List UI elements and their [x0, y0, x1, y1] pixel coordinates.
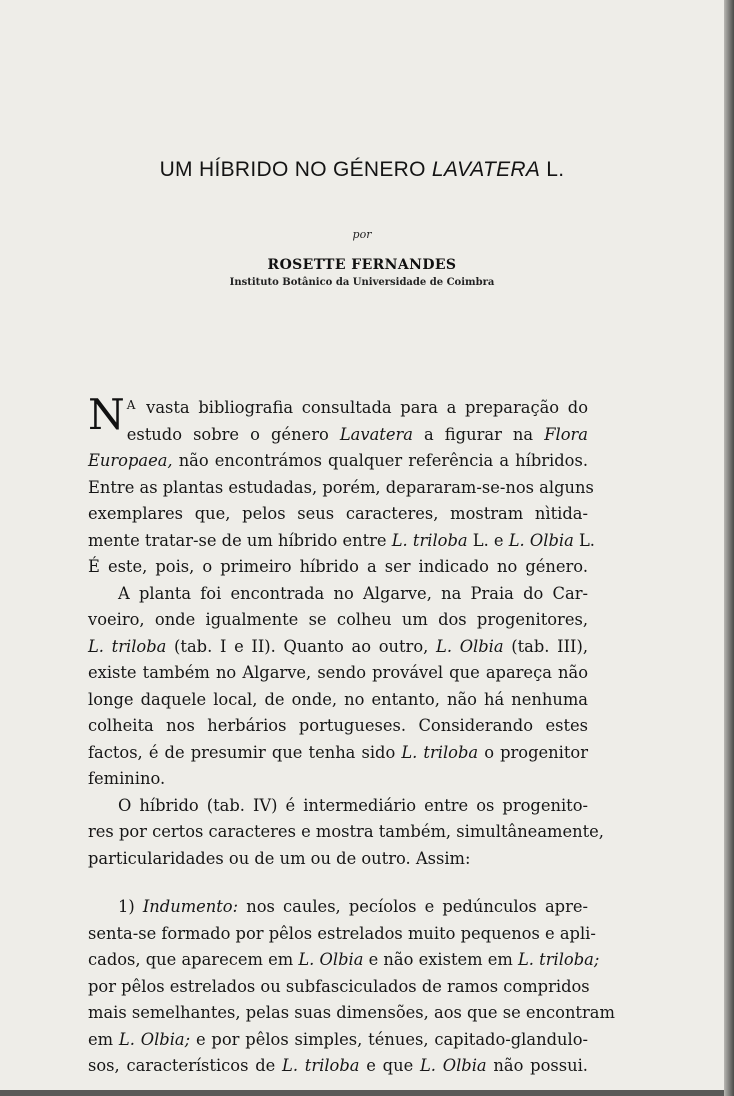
text-line: Entre as plantas estudadas, porém, depararam-se-nos alguns: [88, 477, 594, 497]
text-line: particularidades ou de um ou de outro. Assim:: [88, 848, 471, 868]
title-suffix: L.: [540, 158, 565, 181]
text-line: res por certos caracteres e mostra também, simultâneamente,: [88, 822, 604, 841]
text-line: por pêlos estrelados ou subfasciculados de ramos compridos: [88, 976, 590, 996]
author-name: ROSETTE FERNANDES: [267, 257, 457, 273]
paragraph-gap: [88, 872, 588, 894]
text-line: senta-se formado por pêlos estrelados muito pequenos e apli-: [88, 923, 596, 943]
page-edge-shadow: [724, 0, 734, 1096]
paragraph-1: [88, 390, 595, 581]
text-line: É este, pois, o primeiro híbrido a ser indicado no género.: [88, 557, 588, 576]
text-line: existe também no Algarve, sendo provável que apareça não: [88, 663, 588, 682]
text-line: sos, característicos de L. triloba e que L. Olbia não possui.: [88, 1056, 588, 1075]
text-line: $^A$ vasta bibliografia consultada para a preparação do: [126, 398, 588, 417]
text-line: voeiro, onde igualmente se colheu um dos progenitores,: [88, 610, 588, 629]
title-genus: LAVATERA: [431, 158, 541, 181]
small-cap: A: [126, 398, 136, 412]
text-line: colheita nos herbários portugueses. Considerando estes: [88, 716, 588, 735]
text-line: em L. Olbia; e por pêlos simples, ténues, capitado-glandulo-: [88, 1029, 588, 1049]
text-line: mente tratar-se de um híbrido entre L. triloba L. e L. Olbia L.: [88, 530, 595, 550]
text-line: A planta foi encontrada no Algarve, na Praia do Car-: [118, 583, 588, 603]
byline: por: [352, 228, 372, 241]
author-affiliation: Instituto Botânico da Universidade de Coimbra: [229, 277, 495, 288]
paragraph-3: [88, 793, 604, 873]
text-line: exemplares que, pelos seus caracteres, mostram nìtida-: [88, 504, 588, 523]
text-line: 1) Indumento: nos caules, pecíolos e pedúnculos apre-: [118, 897, 588, 916]
paragraph-4: [88, 894, 615, 1080]
article-title: [0, 158, 724, 182]
paragraph-2: [88, 581, 588, 793]
title-text: UM HÍBRIDO NO GÉNERO: [159, 158, 432, 181]
drop-cap: N: [88, 390, 125, 439]
article-body: [88, 390, 615, 1080]
text-line: cados, que aparecem em L. Olbia e não existem em L. triloba;: [88, 950, 600, 969]
text-line: Europaea, não encontrámos qualquer referência a híbridos.: [88, 451, 588, 470]
text-line: L. triloba (tab. I e II). Quanto ao outro, L. Olbia (tab. III),: [88, 636, 588, 656]
text-line: mais semelhantes, pelas suas dimensões, aos que se encontram: [88, 1003, 615, 1022]
text-line: longe daquele local, de onde, no entanto, não há nenhuma: [88, 689, 588, 709]
text-line: estudo sobre o género Lavatera a figurar na Flora: [126, 424, 588, 444]
text-line: feminino.: [88, 769, 166, 788]
text-line: factos, é de presumir que tenha sido L. triloba o progenitor: [88, 742, 588, 762]
text-line: O híbrido (tab. IV) é intermediário entre os progenito-: [118, 795, 588, 815]
